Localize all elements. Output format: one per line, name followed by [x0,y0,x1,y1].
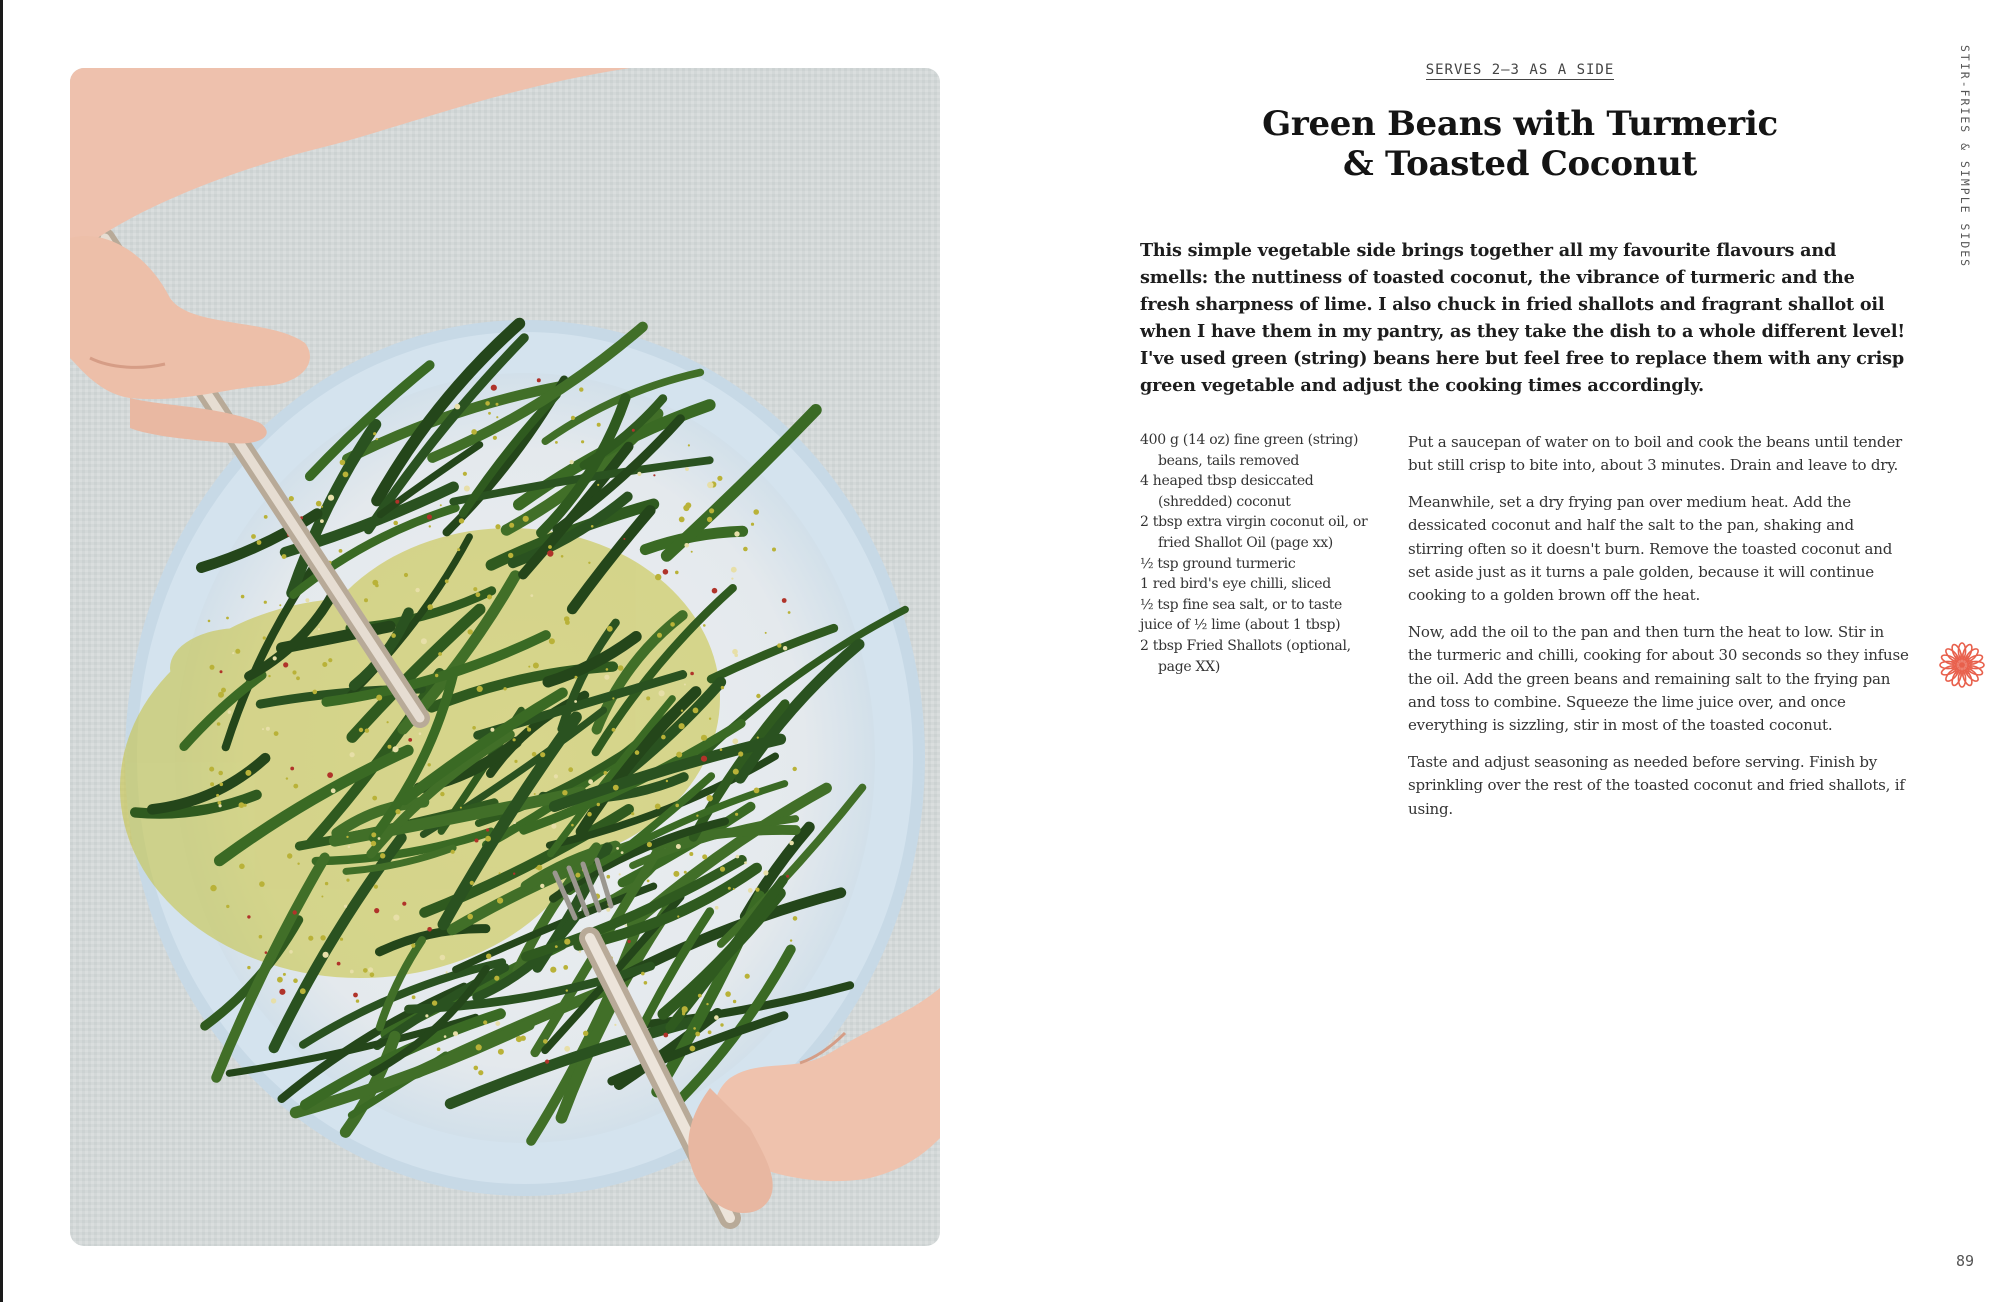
ingredient-item: 400 g (14 oz) fine green (string) beans, tails removed [1140,432,1359,469]
ingredient-item: juice of ½ lime (about 1 tbsp) [1140,617,1341,634]
method-step: Put a saucepan of water on to boil and cook the beans until tender but still crisp to bite into, about 3 minutes. Drain and leave to dry. [1408,433,1902,475]
recipe-intro: This simple vegetable side brings together all my favourite flavours and smells: the nuttiness of toasted coconut, the vibrance of turmeric and the fresh sharpness of lime. I also chuck in fried shallots and fragrant shallot oil when I have them in my pantry, as they take the dish to a whole different level! I've used green (string) beans here but feel free to replace them with any crisp green vegetable and adjust the cooking times accordingly. [1140,240,1905,396]
ingredient-item: 2 tbsp extra virgin coconut oil, or fried Shallot Oil (page xx) [1140,514,1368,551]
ingredient-item: 2 tbsp Fried Shallots (optional, page XX) [1140,637,1351,675]
page-left-edge [0,0,3,1302]
recipe-title-line-2: & Toasted Coconut [1343,144,1697,184]
ingredient-list [1140,430,1385,677]
servings-label: SERVES 2–3 AS A SIDE [1425,62,1615,78]
ingredient-item: ½ tsp fine sea salt, or to taste [1140,596,1342,613]
recipe-photo [70,68,940,1246]
method-step: Taste and adjust seasoning as needed before serving. Finish by sprinkling over the rest of the toasted coconut and fried shallots, if using. [1408,752,1905,818]
method-step: Meanwhile, set a dry frying pan over medium heat. Add the dessicated coconut and half the salt to the pan, shaking and stirring often so it doesn't burn. Remove the toasted coconut and set aside just as it turns a pale golden, because it will continue cooking to a golden brown off the heat. [1408,492,1893,605]
recipe-title [1130,104,1910,184]
page-number: 89 [1955,1252,1975,1270]
ingredient-item: 4 heaped tbsp desiccated (shredded) coconut [1140,473,1314,510]
method-steps [1408,431,1910,834]
running-head: STIR-FRIES & SIMPLE SIDES [1958,45,1972,269]
method-step: Now, add the oil to the pan and then turn the heat to low. Stir in the turmeric and chilli, cooking for about 30 seconds so they infuse the oil. Add the green beans and remaining salt to the frying pan and toss to combine. Squeeze the lime juice over, and once everything is sizzling, stir in most of the toasted coconut. [1408,622,1909,735]
ingredient-item: ½ tsp ground turmeric [1140,555,1296,572]
ingredient-item: 1 red bird's eye chilli, sliced [1140,576,1331,593]
recipe-title-line-1: Green Beans with Turmeric [1262,104,1778,144]
flower-icon [1938,641,1986,689]
